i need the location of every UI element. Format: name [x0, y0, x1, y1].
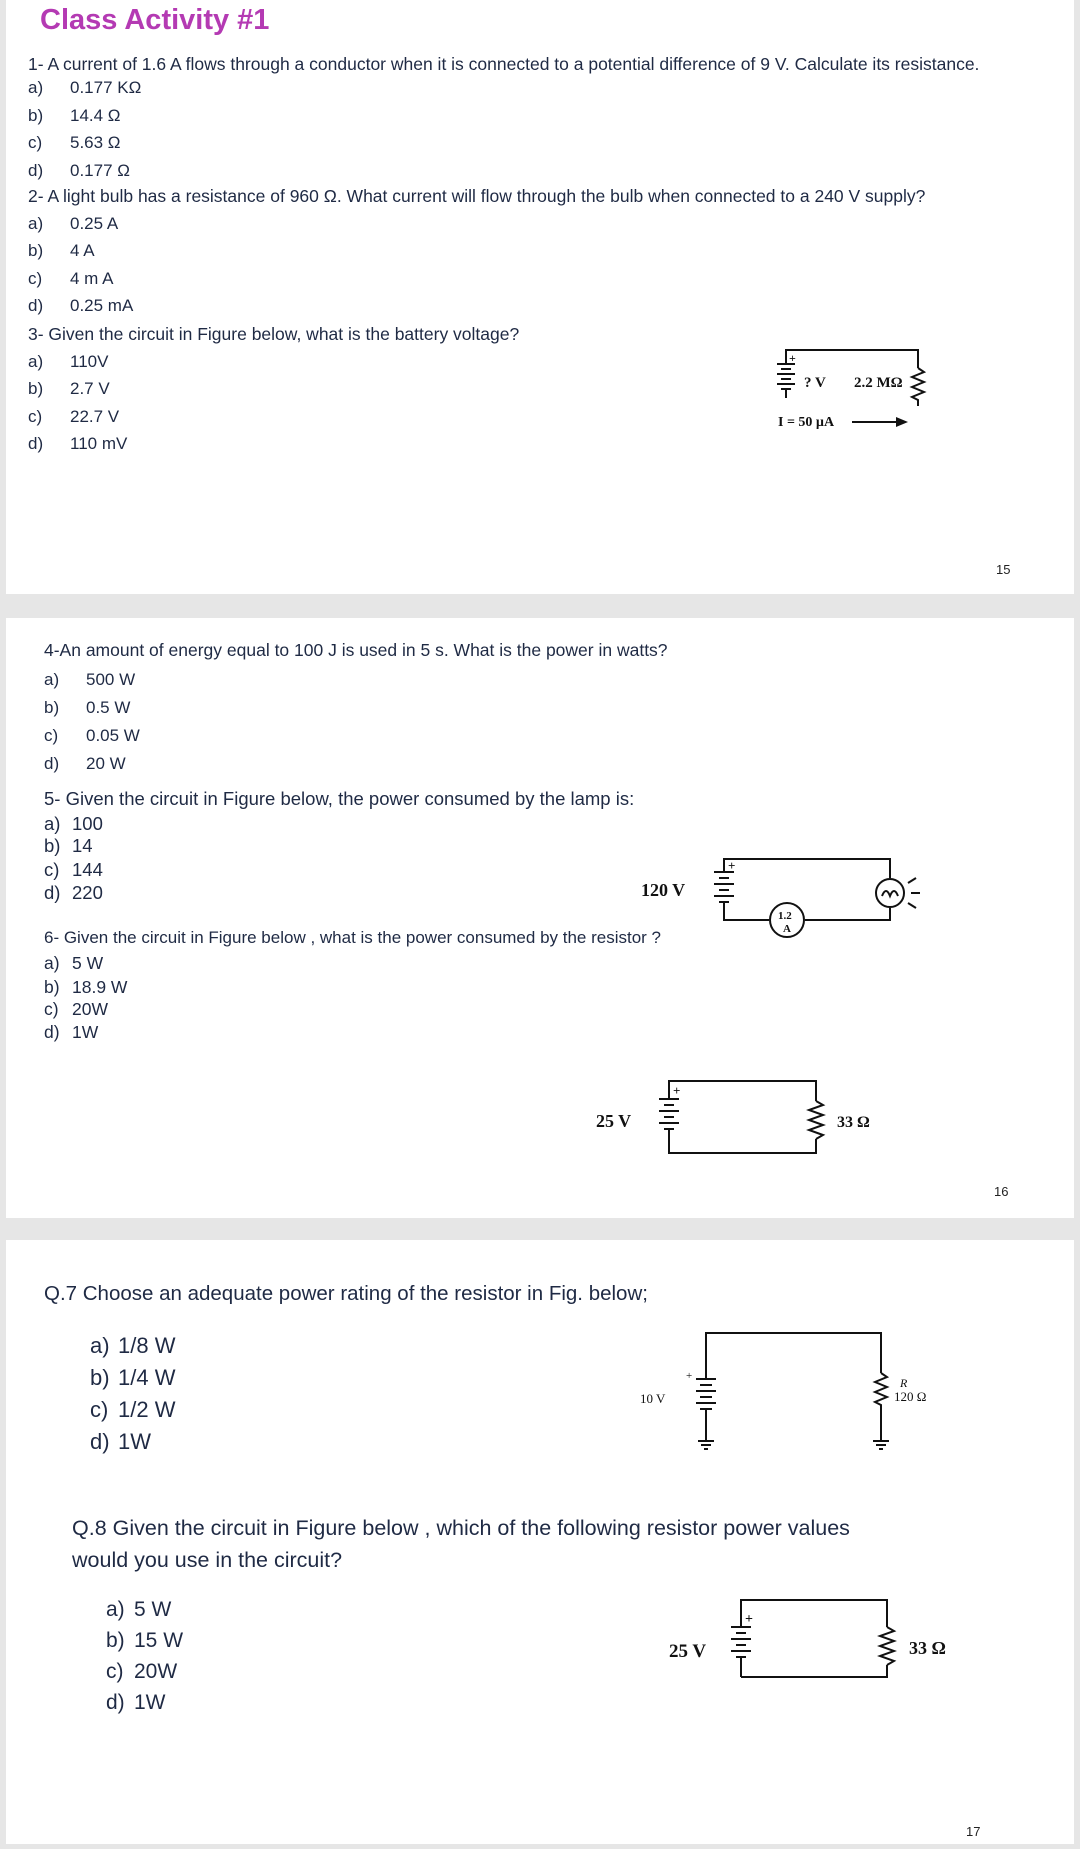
q7-circuit-diagram [634, 1325, 954, 1475]
q3-option-c: c) 22.7 V [28, 407, 120, 426]
svg-text:+: + [745, 1612, 753, 1627]
q7-r-label: R [900, 1376, 908, 1390]
q2-option-d: d) 0.25 mA [28, 296, 134, 315]
q8-option-d: d) 1W [106, 1691, 166, 1714]
svg-text:A: A [783, 923, 791, 935]
q5-option-c: c) 144 [44, 859, 103, 880]
ground-icon [698, 1441, 714, 1449]
q4-option-c: c) 0.05 W [44, 726, 140, 745]
battery-icon [686, 1335, 716, 1441]
q6-option-c: c) 20W [44, 999, 108, 1019]
question-8-text-line1: Q.8 Given the circuit in Figure below , which of the following resistor power values [72, 1516, 850, 1540]
question-4-text: 4-An amount of energy equal to 100 J is used in 5 s. What is the power in watts? [44, 640, 668, 660]
battery-icon [714, 858, 735, 914]
q8-voltage-label: 25 V [669, 1641, 707, 1662]
q5-circuit-diagram [636, 858, 926, 938]
battery-icon [777, 351, 796, 398]
svg-text:+: + [789, 351, 796, 365]
q7-option-d: d) 1W [90, 1429, 151, 1454]
q6-voltage-label: 25 V [596, 1111, 632, 1131]
q5-option-a: a) 100 [44, 813, 103, 834]
q5-option-d: d) 220 [44, 882, 103, 903]
q8-option-c: c) 20W [106, 1660, 178, 1683]
question-1-text: 1- A current of 1.6 A flows through a conductor when it is connected to a potential difference of 9 V. Calculate its resistance. [28, 54, 980, 74]
q6-resistance-label: 33 Ω [837, 1114, 870, 1131]
q8-option-a: a) 5 W [106, 1598, 172, 1621]
resistor-icon [880, 1627, 894, 1665]
svg-text:1.2: 1.2 [778, 910, 792, 922]
q3-current-label: I = 50 µA [778, 415, 835, 430]
svg-text:+: + [686, 1370, 693, 1382]
q7-resistance-label: 120 Ω [894, 1389, 927, 1404]
q1-option-b: b) 14.4 Ω [28, 106, 121, 125]
question-3-text: 3- Given the circuit in Figure below, what is the battery voltage? [28, 324, 520, 344]
ammeter-icon [770, 903, 804, 937]
q6-circuit-diagram [591, 1073, 891, 1159]
resistor-icon [809, 1101, 823, 1139]
q3-option-d: d) 110 mV [28, 434, 128, 453]
question-7-text: Q.7 Choose an adequate power rating of the resistor in Fig. below; [44, 1282, 648, 1305]
q2-option-b: b) 4 A [28, 241, 95, 260]
q4-option-a: a) 500 W [44, 670, 136, 689]
svg-text:+: + [728, 858, 736, 873]
q7-voltage-label: 10 V [640, 1391, 666, 1406]
q2-option-a: a) 0.25 A [28, 214, 119, 233]
question-8-text-line2: would you use in the circuit? [72, 1548, 343, 1572]
q4-option-b: b) 0.5 W [44, 698, 131, 717]
page-15 [6, 0, 1074, 594]
q5-voltage-label: 120 V [641, 880, 686, 900]
question-5-text: 5- Given the circuit in Figure below, the power consumed by the lamp is: [44, 788, 635, 809]
resistor-icon [875, 1373, 887, 1441]
q7-option-c: c) 1/2 W [90, 1397, 176, 1422]
q3-resistance-label: 2.2 MΩ [854, 375, 903, 391]
page-number: 15 [996, 562, 1011, 577]
q8-circuit-diagram [661, 1585, 961, 1681]
q3-option-a: a) 110V [28, 352, 109, 371]
q1-option-c: c) 5.63 Ω [28, 133, 121, 152]
svg-text:+: + [673, 1083, 681, 1098]
q3-circuit-diagram [766, 340, 936, 440]
page-16 [6, 618, 1074, 1218]
q3-voltage-label: ? V [804, 375, 826, 391]
q8-option-b: b) 15 W [106, 1629, 184, 1652]
q1-option-d: d) 0.177 Ω [28, 161, 130, 180]
page-number: 16 [994, 1184, 1009, 1199]
q6-option-b: b) 18.9 W [44, 977, 128, 997]
q7-option-b: b) 1/4 W [90, 1365, 176, 1390]
page-number: 17 [966, 1824, 981, 1839]
q8-resistance-label: 33 Ω [909, 1638, 946, 1658]
arrow-right-icon [896, 417, 908, 427]
question-2-text: 2- A light bulb has a resistance of 960 Ω. What current will flow through the bulb when connected to a 240 V supply? [28, 186, 926, 206]
resistor-icon [912, 368, 924, 402]
battery-icon [659, 1083, 680, 1151]
page-title: Class Activity #1 [40, 4, 270, 36]
ground-icon [873, 1441, 889, 1449]
q1-option-a: a) 0.177 KΩ [28, 78, 142, 97]
q6-option-d: d) 1W [44, 1022, 99, 1042]
q5-option-b: b) 14 [44, 835, 93, 856]
lamp-icon [876, 878, 920, 908]
battery-icon [731, 1601, 753, 1677]
q4-option-d: d) 20 W [44, 754, 126, 773]
q6-option-a: a) 5 W [44, 953, 104, 973]
page-17 [6, 1240, 1074, 1844]
q2-option-c: c) 4 m A [28, 269, 114, 288]
q7-option-a: a) 1/8 W [90, 1333, 176, 1358]
q3-option-b: b) 2.7 V [28, 379, 110, 398]
question-6-text: 6- Given the circuit in Figure below , what is the power consumed by the resistor ? [44, 928, 662, 947]
